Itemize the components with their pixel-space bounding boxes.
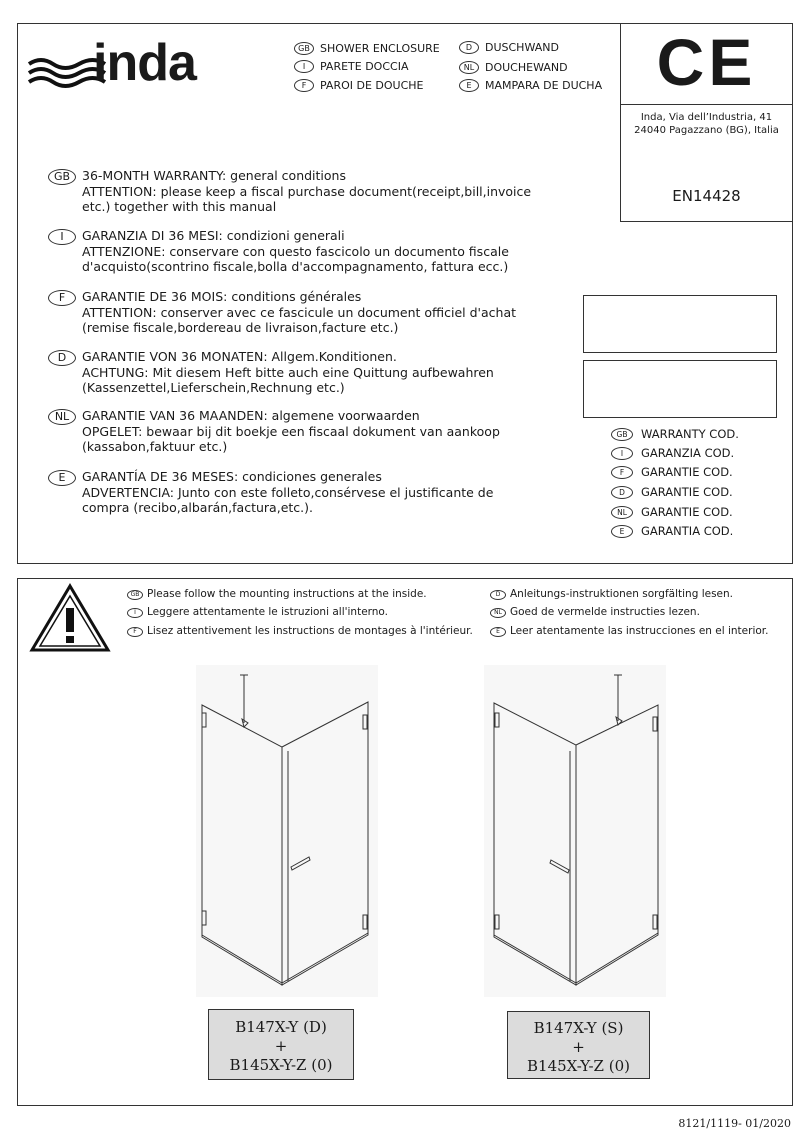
shower-enclosure-right-drawing	[484, 665, 666, 997]
inda-logo	[27, 36, 227, 94]
instructions-card	[17, 578, 793, 1106]
brand-name: inda	[93, 34, 196, 92]
warranty-code-field-1[interactable]	[583, 295, 777, 353]
model-label-right: B147X-Y (S) + B145X-Y-Z (0)	[507, 1011, 650, 1079]
divider	[621, 104, 792, 105]
warranty-code-field-2[interactable]	[583, 360, 777, 418]
standard-code: EN14428	[672, 187, 741, 205]
shower-enclosure-left-drawing	[196, 665, 378, 997]
certification-box	[620, 23, 793, 222]
ce-mark: CE	[656, 25, 757, 99]
address-line1: Inda, Via dell’Industria, 41	[640, 112, 773, 123]
warning-icon	[29, 582, 111, 654]
model-label-left: B147X-Y (D) + B145X-Y-Z (0)	[208, 1009, 354, 1080]
document-code: 8121/1119- 01/2020	[678, 1117, 791, 1130]
address-line2: 24040 Pagazzano (BG), Italia	[634, 125, 779, 136]
